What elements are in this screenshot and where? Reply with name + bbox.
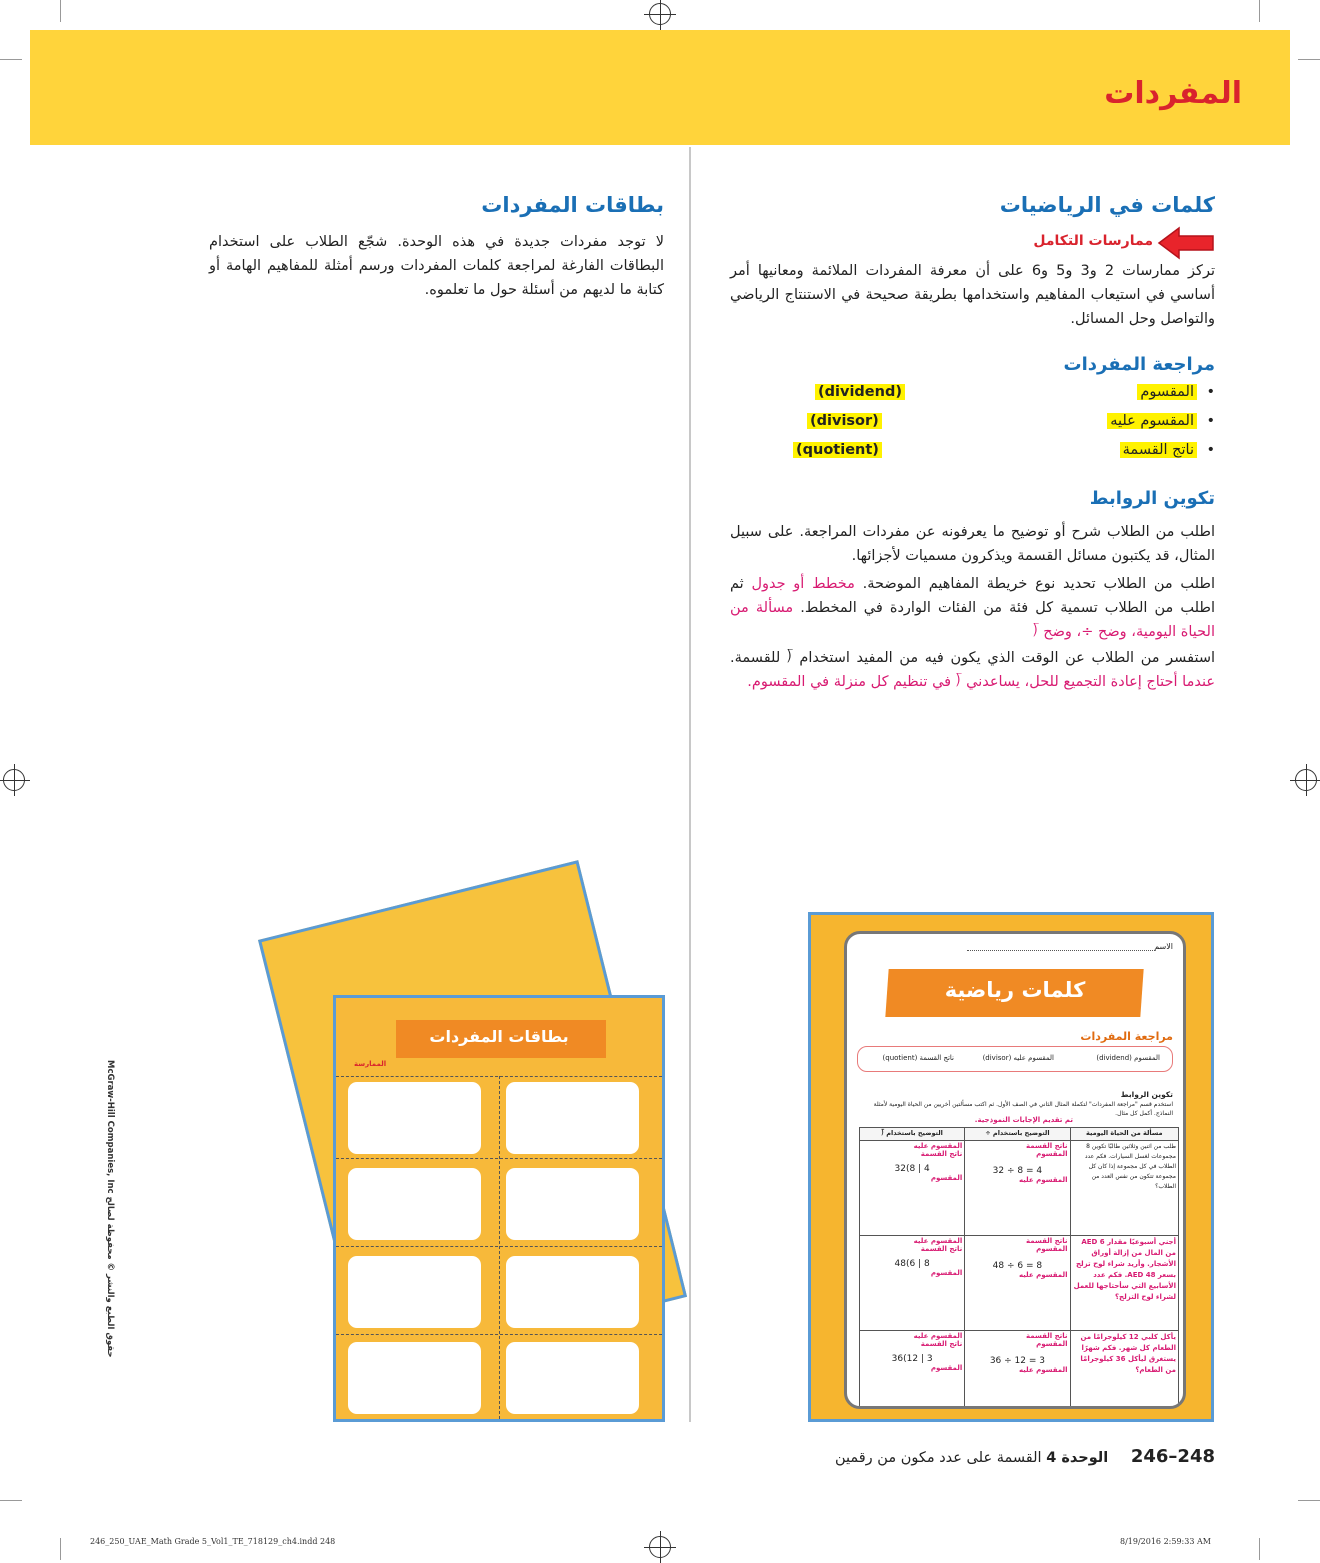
long-division: 8 | 6)48 [894,1259,930,1269]
label-dividend: المقسوم [930,1269,963,1277]
blank-card [348,1342,481,1414]
label-quotient: ناتج القسمة [920,1340,963,1348]
name-label: الاسم [1154,942,1173,951]
label-divisor: المقسوم عليه [913,1332,963,1340]
vocab-item [695,413,1215,435]
worksheet-title: كلمات رياضية [944,978,1086,1002]
label-divisor: المقسوم عليه [1018,1176,1068,1184]
practices-label: ممارسات التكامل [1033,233,1153,249]
blank-card [506,1082,639,1154]
review-item: ناتج القسمة (quotient) [882,1054,954,1062]
vocab-review-heading: مراجعة المفردات [1063,354,1215,375]
label-quotient: ناتج القسمة [1026,1332,1068,1340]
division-sentence: 48 ÷ 6 = 8 [992,1261,1043,1271]
connections-p3 [730,646,1215,694]
page-title: المفردات [1104,76,1242,111]
vocab-term-en: (divisor) [807,413,882,429]
label-quotient: ناتج القسمة [920,1150,963,1158]
crop-mark [0,1500,22,1501]
math-words-thumbnail [808,912,1214,1422]
copyright-text: McGraw-Hill Companies, Inc حقوق الطبع والنشر © محفوظة لصالح [105,1060,115,1358]
label-quotient: ناتج القسمة [1026,1142,1068,1150]
file-slug: 246_250_UAE_Math Grade 5_Vol1_TE_718129_ch4.indd 248 [90,1537,336,1546]
practice-tag: الممارسة [354,1060,387,1068]
vocab-term-en: (quotient) [793,442,882,458]
label-divisor: المقسوم عليه [913,1237,963,1245]
answer-text: مخطط أو جدول [751,576,855,592]
connections-p2 [730,572,1215,644]
review-item: المقسوم عليه (divisor) [982,1054,1054,1062]
review-title: مراجعة المفردات [1080,1030,1173,1043]
crop-mark [1259,1538,1260,1560]
vocab-cards-text: لا توجد مفردات جديدة في هذه الوحدة. شجّع الطلاب على استخدام البطاقات الفارغة لمراجعة كلمات المفردات ورسم أمثلة للمفاهيم الهامة أو كتابة ما لديهم من أسئلة حول ما تعلموه. [209,234,664,298]
table-cell: يأكل كلبي 12 كيلوجرامًا من الطعام كل شهر. فكم شهرًا يستغرق ليأكل 36 كيلوجرامًا من الطعام؟ [1070,1331,1178,1410]
blank-card [506,1342,639,1414]
table-cell [965,1236,1070,1331]
connections-p2-text: ثم اطلب من الطلاب تسمية كل فئة من الفئات الواردة في المخطط. [730,576,1216,616]
label-quotient: ناتج القسمة [1026,1237,1068,1245]
header-banner [30,30,1290,145]
division-sentence: 32 ÷ 8 = 4 [992,1166,1043,1176]
answers-note: تم تقديم الإجابات النموذجية. [974,1116,1073,1124]
date-slug: 8/19/2016 2:59:33 AM [1120,1537,1211,1546]
cut-line [499,1076,500,1419]
blank-card [348,1168,481,1240]
crop-mark [0,59,22,60]
blank-card [506,1168,639,1240]
answer-text: عندما أحتاج إعادة التجميع للحل، يساعدني ⟌ في تنظيم كل منزلة في المقسوم. [747,674,1215,690]
vocab-term-en: (dividend) [815,384,905,400]
table-cell: أجني أسبوعيًا مقدار AED 6 من المال من إزالة أوراق الأشجار. وأريد شراء لوح تزلج بسعر AED 48. فكم عدد الأسابيع التي سأحتاجها للعمل لشراء لوح التزلج؟ [1070,1236,1178,1331]
vocab-term-ar: المقسوم عليه [1107,413,1197,429]
table-cell [965,1331,1070,1410]
table-cell: طلب من اثنين وثلاثين طالبًا تكوين 8 مجموعات لغسل السيارات. فكم عدد الطلاب في كل مجموعة إذا كان كل مجموعة تتكون من نفس العدد من الطلاب؟ [1070,1141,1178,1236]
blank-card [506,1256,639,1328]
crop-mark [60,0,61,22]
crop-mark [1259,0,1260,22]
label-dividend: المقسوم [1036,1245,1068,1253]
arrow-icon [1157,226,1215,260]
registration-mark-icon [1295,769,1317,791]
bullet-icon: • [1206,442,1215,458]
table-cell [965,1141,1070,1236]
blank-card [348,1082,481,1154]
worksheet-page [844,931,1186,1409]
label-divisor: المقسوم عليه [1018,1366,1068,1374]
registration-mark-icon [649,3,671,25]
bullet-icon: • [1206,384,1215,400]
review-box [857,1046,1173,1072]
table-cell [860,1331,965,1410]
vocab-item [695,384,1215,406]
unit-label: الوحدة 4 [1046,1450,1109,1466]
thumbnail-title: بطاقات المفردات [429,1027,569,1046]
name-line [967,950,1155,951]
label-dividend: المقسوم [1036,1340,1068,1348]
table-cell [860,1141,965,1236]
math-words-heading: كلمات في الرياضيات [999,193,1215,217]
division-sentence: 36 ÷ 12 = 3 [989,1356,1045,1366]
crop-mark [1298,59,1320,60]
answer-text: مسألة من الحياة اليومية، وضح ÷، وضح ⟌ [730,600,1215,640]
crop-mark [60,1538,61,1560]
vocab-item [695,442,1215,464]
worksheet-table [859,1127,1179,1409]
bullet-icon: • [1206,413,1215,429]
connections-p2-text: اطلب من الطلاب تحديد نوع خريطة المفاهيم الموضحة. [862,576,1216,592]
connections-p1: اطلب من الطلاب شرح أو توضيح ما يعرفونه عن مفردات المراجعة. على سبيل المثال، قد يكتبون مسائل القسمة ويذكرون مسميات لأجزائها. [730,524,1215,564]
practices-text: تركز ممارسات 2 و3 و5 و6 على أن معرفة المفردات الملائمة ومعانيها أمر أساسي في استيعاب المفاهيم واستخدامها بطريقة صحيحة في الاستنتاج الرياضي والتواصل وحل المسائل. [730,263,1215,327]
crop-mark [1298,1500,1320,1501]
label-divisor: المقسوم عليه [1018,1271,1068,1279]
review-item: المقسوم (dividend) [1096,1054,1160,1062]
long-division: 3 | 12)36 [891,1354,933,1364]
long-division: 4 | 8)32 [894,1164,930,1174]
registration-mark-icon [3,769,25,791]
page-footer [835,1446,1215,1467]
connections-p3-text: استفسر من الطلاب عن الوقت الذي يكون فيه من المفيد استخدام ⟌ للقسمة. [730,650,1215,666]
blank-card [348,1256,481,1328]
connections-heading: تكوين الروابط [1089,488,1215,509]
registration-mark-icon [649,1536,671,1558]
vocab-term-ar: ناتج القسمة [1120,442,1197,458]
column-divider [689,147,691,1422]
label-dividend: المقسوم [930,1174,963,1182]
vocab-cards-thumbnail [333,995,665,1422]
vocab-cards-heading: بطاقات المفردات [481,193,664,217]
connections-title: تكوين الروابط [1120,1090,1173,1099]
page-numbers: 246–248 [1130,1446,1215,1467]
table-header: التوضيح باستخدام ÷ [965,1128,1070,1141]
vocab-term-ar: المقسوم [1137,384,1197,400]
table-cell [860,1236,965,1331]
label-divisor: المقسوم عليه [913,1142,963,1150]
table-header: التوضيح باستخدام ⟌ [860,1128,965,1141]
label-dividend: المقسوم [1036,1150,1068,1158]
label-dividend: المقسوم [930,1364,963,1372]
table-header: مسألة من الحياة اليومية [1070,1128,1178,1141]
unit-title: القسمة على عدد مكون من رقمين [834,1450,1042,1466]
connections-text: استخدم قسم "مراجعة المفردات" لتكملة المثال الثاني في الصف الأول. ثم اكتب مسألتين أخريين من الحياة اليومية لأمثلة النماذج. أكمل كل مثال. [873,1101,1173,1117]
label-quotient: ناتج القسمة [920,1245,963,1253]
